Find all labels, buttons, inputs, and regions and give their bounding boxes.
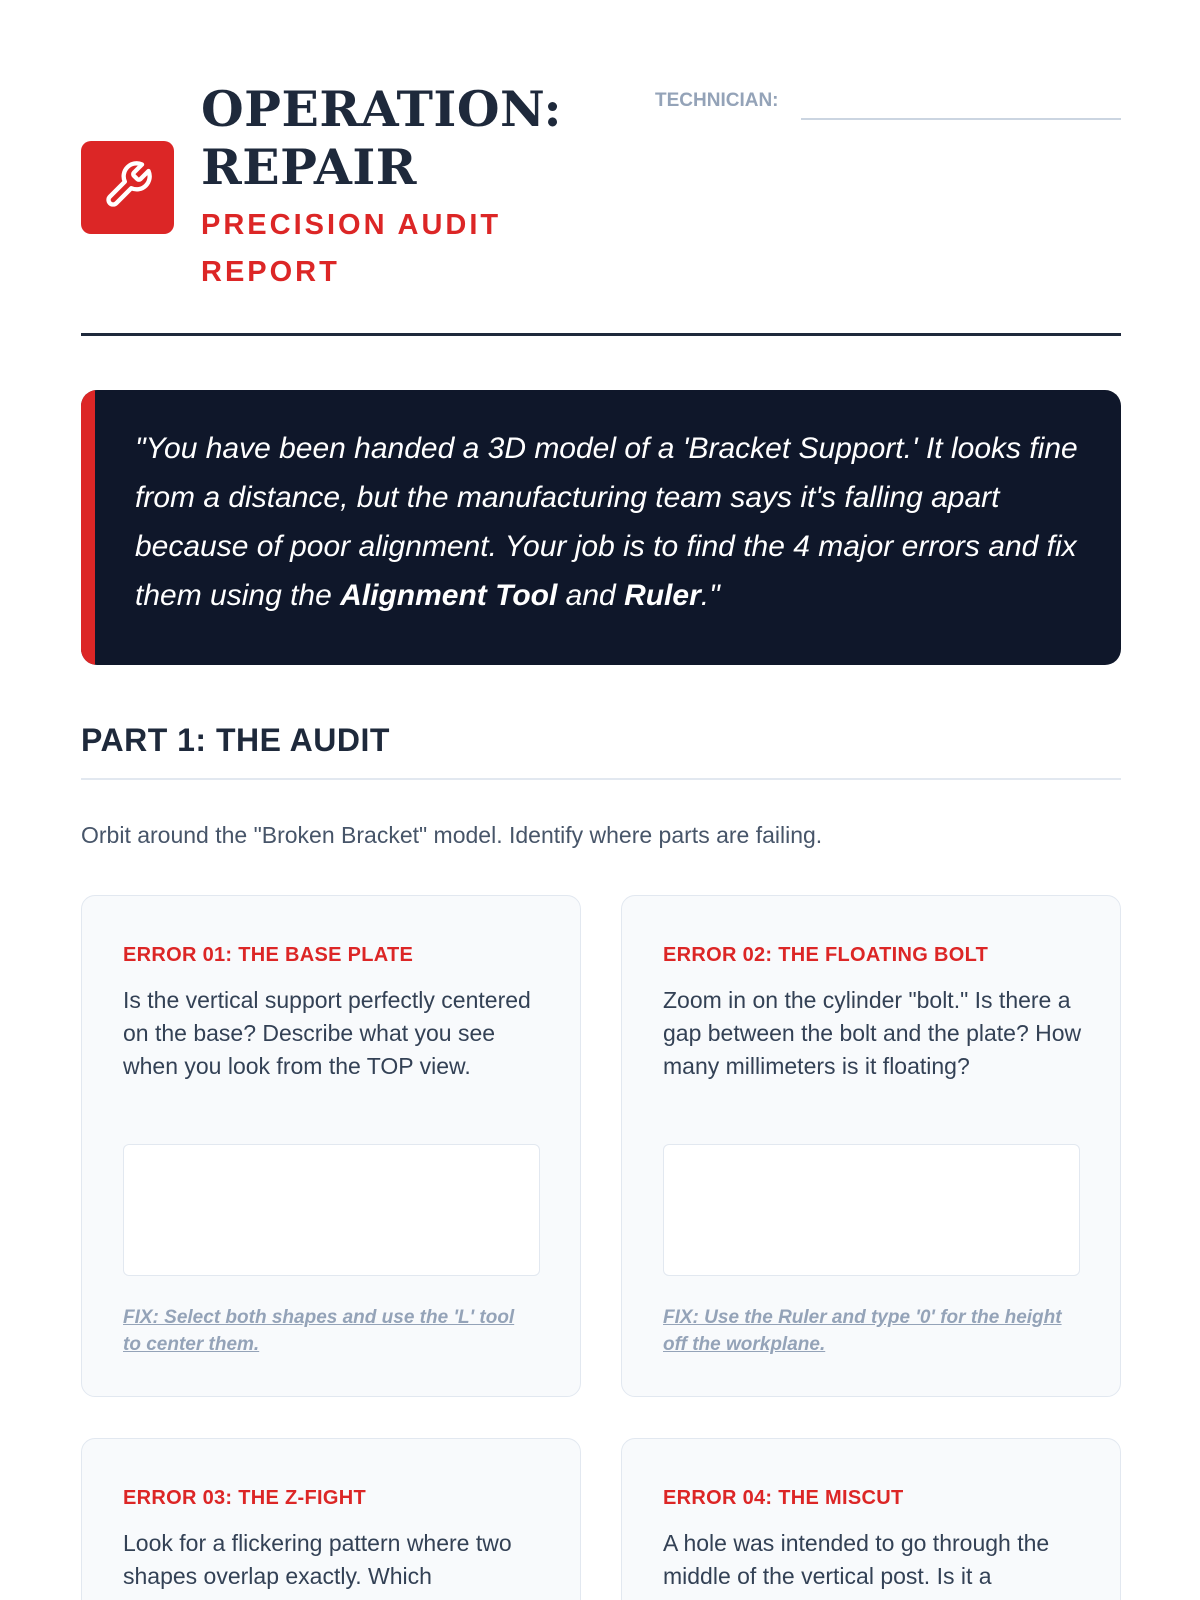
part-1-divider <box>81 778 1121 780</box>
fix-hint: FIX: Select both shapes and use the 'L' tool to center them. <box>123 1307 515 1355</box>
error-card-02 <box>621 895 1121 1397</box>
part-1-heading: PART 1: THE AUDIT <box>81 722 390 758</box>
error-question: A hole was intended to go through the middle of the vertical post. Is it a <box>663 1530 1050 1589</box>
mission-briefing <box>81 390 1121 665</box>
mission-text-joiner: and <box>557 579 625 612</box>
error-question: Look for a flickering pattern where two shapes overlap exactly. Which <box>123 1530 512 1589</box>
mission-text-end: ." <box>700 579 720 612</box>
mission-text <box>135 424 1085 620</box>
answer-box[interactable] <box>123 1144 540 1276</box>
header-divider <box>81 333 1121 336</box>
error-card-03 <box>81 1438 581 1600</box>
alignment-tool-name: Alignment Tool <box>340 579 558 612</box>
answer-box[interactable] <box>663 1144 1080 1276</box>
report-subtitle: PRECISION AUDIT REPORT <box>201 209 502 288</box>
mission-text-intro: "You have been handed a 3D model of a 'Bracket Support.' It looks fine from a distance, but the manufacturing team says it's falling apart because of poor alignment. Your job is to find the 4 major errors and fix them using the <box>135 432 1078 612</box>
fix-hint: FIX: Use the Ruler and type '0' for the height off the workplane. <box>663 1307 1062 1355</box>
error-question: Zoom in on the cylinder "bolt." Is there a gap between the bolt and the plate? How many millimeters is it floating? <box>663 987 1082 1079</box>
error-question: Is the vertical support perfectly centered on the base? Describe what you see when you look from the TOP view. <box>123 987 531 1079</box>
error-title: ERROR 03: THE Z-FIGHT <box>123 1487 366 1509</box>
technician-field[interactable] <box>801 118 1121 120</box>
mission-accent-bar <box>81 390 95 665</box>
error-card-04 <box>621 1438 1121 1600</box>
part-1-intro: Orbit around the "Broken Bracket" model. Identify where parts are failing. <box>81 822 823 848</box>
error-title: ERROR 04: THE MISCUT <box>663 1487 904 1509</box>
error-title: ERROR 02: THE FLOATING BOLT <box>663 944 989 966</box>
report-title: OPERATION: REPAIR <box>201 80 563 196</box>
ruler-tool-name: Ruler <box>624 579 701 612</box>
error-title: ERROR 01: THE BASE PLATE <box>123 944 414 966</box>
wrench-icon <box>102 159 154 216</box>
technician-label: TECHNICIAN: <box>655 90 779 111</box>
logo-badge <box>81 141 174 234</box>
error-card-01 <box>81 895 581 1397</box>
